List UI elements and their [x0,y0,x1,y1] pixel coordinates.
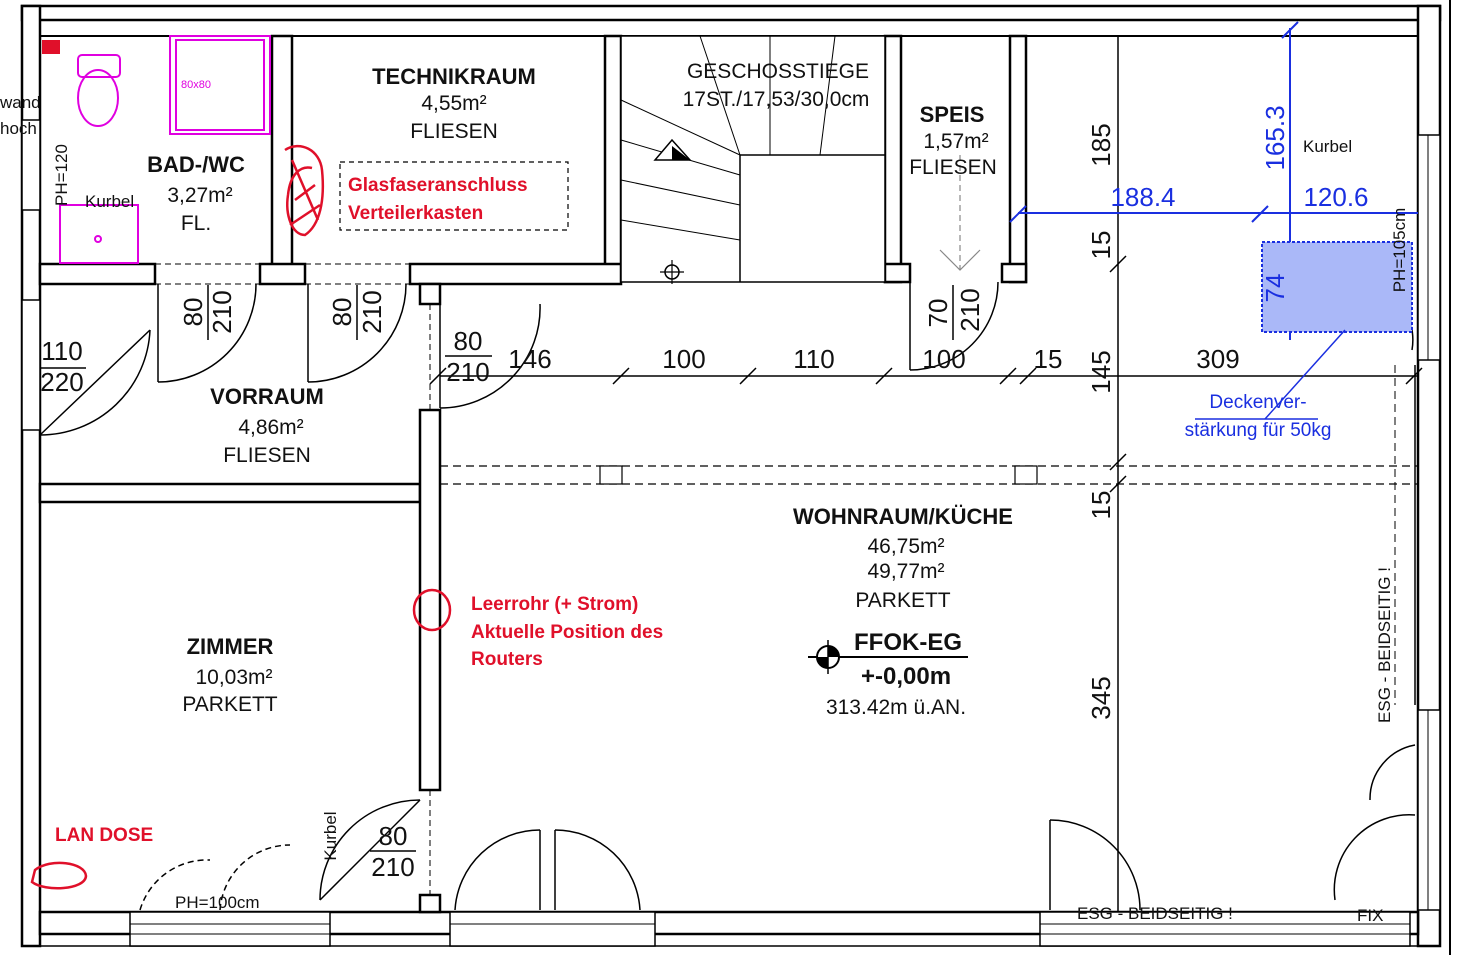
dim-345: 345 [1086,676,1116,720]
bad-name: BAD-/WC [147,152,245,177]
svg-text:210: 210 [955,288,985,332]
toilet-bowl [78,70,118,126]
dim-110: 110 [793,344,835,374]
dim-145: 145 [1086,350,1116,394]
dim-100-a: 100 [662,344,706,374]
fix-label: FIX [1357,906,1384,925]
dim-120-6: 120.6 [1303,182,1369,212]
svg-text:220: 220 [40,367,84,397]
dim-15-b: 15 [1086,490,1116,520]
glasfaser-note-line2: Verteilerkasten [348,203,484,224]
door-label-70-210 [923,285,985,340]
wand-label: wand [0,93,41,112]
svg-text:110: 110 [41,336,83,366]
kurbel-label-right: Kurbel [1303,137,1353,156]
speis-floor: FLIESEN [909,156,997,179]
dim-74: 74 [1260,273,1290,303]
bad-floor: FL. [180,212,212,235]
technik-floor: FLIESEN [410,120,498,143]
wohnraum-area2: 49,77m² [867,560,945,583]
svg-text:210: 210 [357,290,387,334]
zimmer-area: 10,03m² [195,666,273,689]
ph-100-label: PH=100cm [175,893,260,912]
stiege-spec: 17ST./17,53/30,0cm [682,88,870,111]
technik-area: 4,55m² [421,92,487,115]
toilet-tank [78,55,120,77]
dim-188-4: 188.4 [1110,182,1176,212]
svg-text:80: 80 [453,326,483,356]
vorraum-area: 4,86m² [238,416,304,439]
ph-105-label: PH=105cm [1390,207,1409,293]
kurbel-label-bottom: Kurbel [321,811,340,861]
glasfaser-note-line1: Glasfaseranschluss [348,175,528,196]
level-value: +-0,00m [860,663,952,690]
decken-note-line2: stärkung für 50kg [1184,420,1332,441]
shower-size-label: 80x80 [181,79,211,91]
leerrohr-note-line3: Routers [471,649,543,670]
dim-15-a: 15 [1086,230,1116,260]
svg-text:70: 70 [923,298,953,328]
svg-text:80: 80 [378,821,408,851]
door-label-80-210-d [370,821,416,882]
door-label-80-210-a [178,285,237,340]
ph-120-label: PH=120 [52,144,71,206]
door-label-80-210-c [445,326,492,387]
level-name: FFOK-EG [854,629,962,656]
washbasin [60,205,138,263]
vorraum-floor: FLIESEN [223,444,311,467]
dim-15: 15 [1033,344,1063,374]
dim-309: 309 [1196,344,1240,374]
interior-walls [40,36,1418,912]
svg-text:210: 210 [207,290,237,334]
lan-note: LAN DOSE [55,825,154,846]
dim-165-3: 165.3 [1260,105,1290,171]
bathroom-red-marker [42,40,60,54]
esg-vertical-label: ESG - BEIDSEITIG ! [1375,567,1394,723]
vorraum-name: VORRAUM [210,384,324,409]
stiege-name: GESCHOSSTIEGE [686,60,870,83]
kurbel-label-bad: Kurbel [85,192,135,211]
esg-horizontal-label: ESG - BEIDSEITIG ! [1077,904,1233,923]
wohnraum-floor: PARKETT [855,589,951,612]
door-label-110-220 [40,336,86,397]
speis-area: 1,57m² [923,130,989,153]
technik-name: TECHNIKRAUM [372,64,536,89]
leerrohr-note-line1: Leerrohr (+ Strom) [471,594,639,615]
svg-text:210: 210 [371,852,415,882]
svg-text:80: 80 [178,297,208,327]
red-scribbles [32,146,450,888]
zimmer-name: ZIMMER [186,634,274,659]
door-label-80-210-b [327,285,387,340]
leerrohr-note-line2: Aktuelle Position des [471,622,664,643]
zimmer-floor: PARKETT [182,693,278,716]
wohnraum-name: WOHNRAUM/KÜCHE [793,504,1013,529]
decken-note-line1: Deckenver- [1209,392,1307,413]
dim-146: 146 [508,344,552,374]
svg-text:80: 80 [327,297,357,327]
hoch-label: hoch [0,119,37,138]
bad-area: 3,27m² [167,184,233,207]
dim-100-b: 100 [922,344,966,374]
bathroom-fixtures [60,36,270,263]
door-swings [40,280,1415,910]
level-abs: 313.42m ü.AN. [825,696,967,719]
dim-185: 185 [1086,123,1116,167]
svg-text:210: 210 [446,357,490,387]
wohnraum-area1: 46,75m² [867,535,945,558]
speis-name: SPEIS [919,102,985,127]
